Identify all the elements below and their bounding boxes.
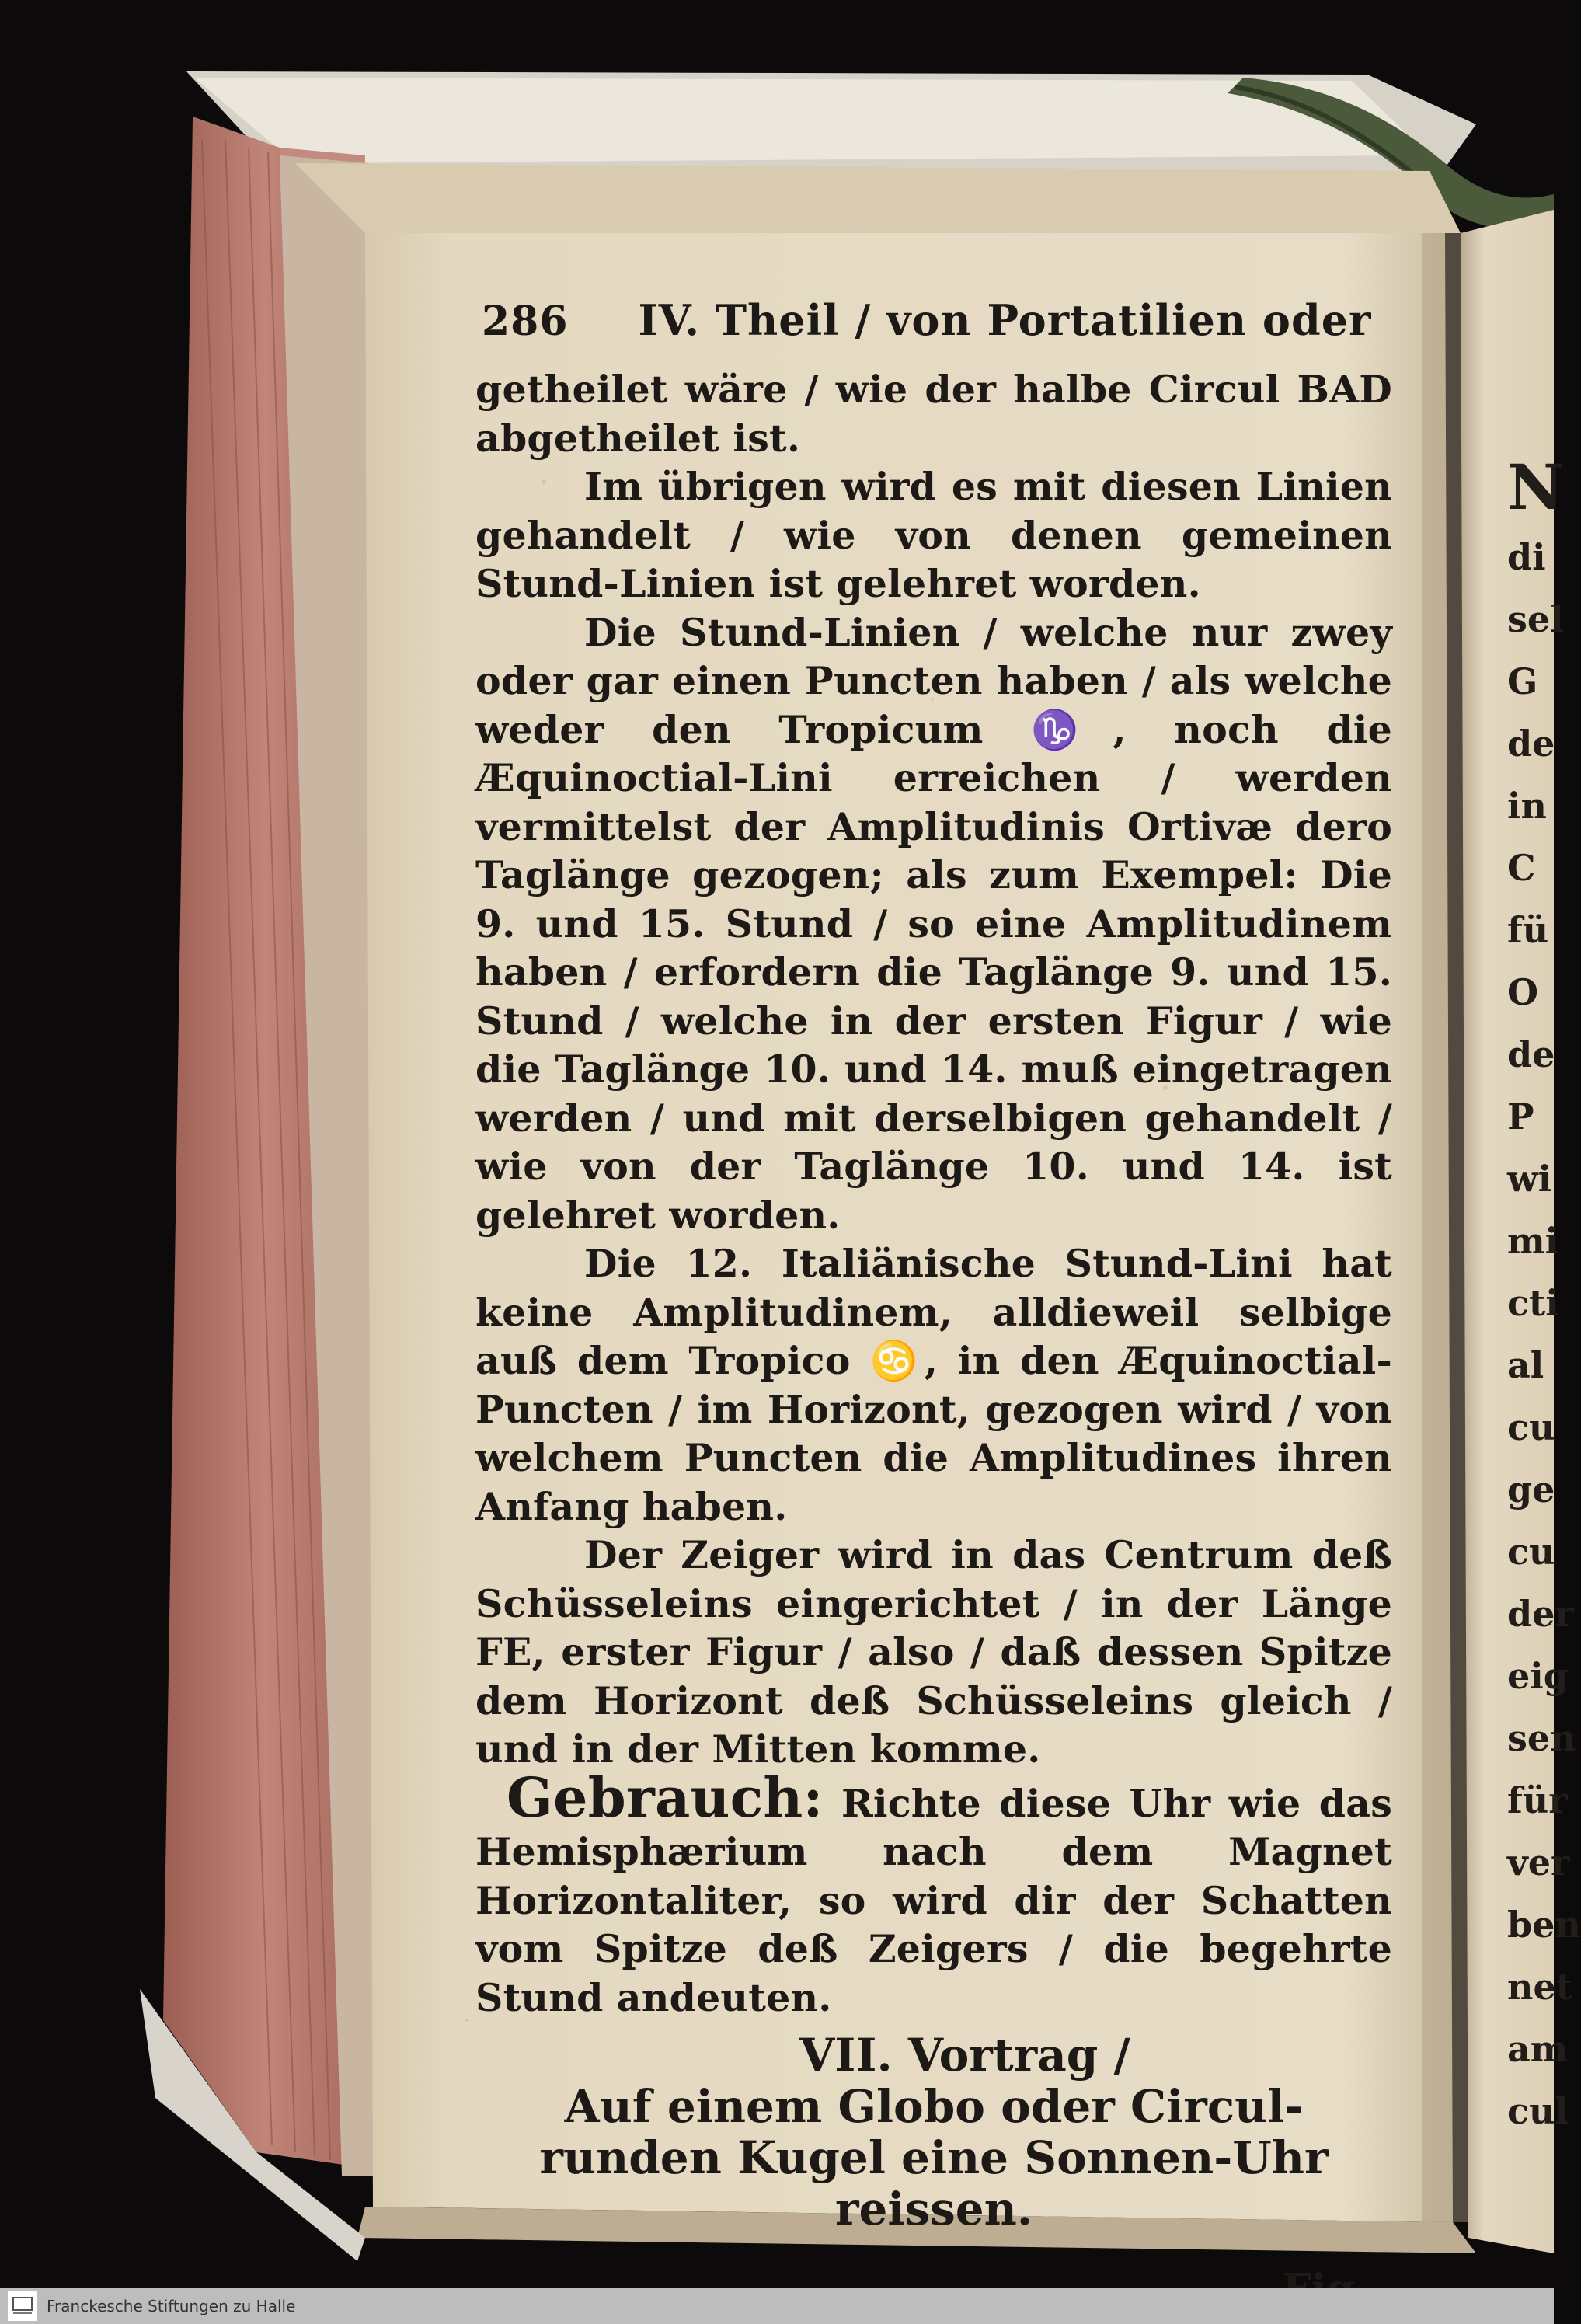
paragraph-gebrauch: [475, 1765, 1392, 2023]
running-head-title: IV. Theil / von Portatilien oder: [638, 295, 1372, 345]
right-page-fragment: der: [1507, 1593, 1574, 1635]
right-page-fragment: cu: [1507, 1406, 1555, 1448]
page-number: 286: [482, 298, 569, 345]
right-page-fragment: cu: [1507, 1531, 1555, 1573]
right-page-fragment: wi: [1507, 1158, 1552, 1200]
institution-name: Franckesche Stiftungen zu Halle: [47, 2297, 296, 2315]
right-page-fragment: net: [1507, 1966, 1572, 2008]
paragraph-linien: Im übrigen wird es mit diesen Linien gehandelt / wie von denen gemeinen Stund-Linien ist gelehret worden.: [475, 464, 1392, 606]
right-page-fragment: sen: [1507, 1717, 1576, 1759]
right-page-fragment: eig: [1507, 1655, 1569, 1697]
gebrauch-label: Gebrauch:: [507, 1765, 824, 1830]
right-page-fragment: sel: [1507, 598, 1564, 640]
right-page-fragment: N: [1507, 451, 1565, 524]
right-page-fragments: [1507, 451, 1581, 2152]
right-page-fragment: P: [1507, 1096, 1534, 1138]
right-page-fragment: de: [1507, 723, 1555, 765]
right-page-fragment: C: [1507, 847, 1536, 889]
institution-logo-icon: [8, 2291, 37, 2321]
paragraph-continuation: getheilet wäre / wie der halbe Circul BAD abgetheilet ist.: [475, 367, 1392, 461]
right-page-fragment: am: [1507, 2028, 1569, 2070]
right-page-fragment: O: [1507, 971, 1539, 1013]
right-page-fragment: in: [1507, 785, 1547, 827]
running-head: [482, 295, 1392, 365]
gebrauch-text: Richte diese Uhr wie das Hemisphærium nach dem Magnet Horizontaliter, so wird dir der Schatten vom Spitze deß Zeigers / die begehrte Stund andeuten.: [475, 1780, 1392, 2020]
right-page-fragment: ben: [1507, 1904, 1581, 1946]
left-page: [475, 295, 1392, 2313]
right-page-fragment: cti: [1507, 1282, 1559, 1324]
right-page-fragment: fü: [1507, 909, 1549, 951]
paragraph-stund-linien: Die Stund-Linien / welche nur zwey oder gar einen Puncten haben / als welche weder den Tropicum ♑, noch die Æquinoctial-Lini erreichen / werden vermittelst der Amplitudinis Ortivæ dero Taglänge gezogen; als zum Exempel: Die 9. und 15. Stund / so eine Amplitudinem haben / erfordern die Taglänge 9. und 15. Stund / welche in der ersten Figur / wie die Taglänge 10. und 14. muß eingetragen werden / und mit derselbigen gehandelt / wie von der Taglänge 10. und 14. ist gelehret worden.: [475, 609, 1392, 1238]
right-page-fragment: di: [1507, 536, 1546, 578]
paragraph-italiaenische: Die 12. Italiänische Stund-Lini hat keine Amplitudinem, alldieweil selbige auß dem Tropico ♋, in den Æquinoctial-Puncten / im Horizont, gezogen wird / von welchem Puncten die Amplitudines ihren Anfang haben.: [475, 1241, 1392, 1529]
right-page-fragment: de: [1507, 1033, 1555, 1075]
section-title: Auf einem Globo oder Circul-runden Kugel eine Sonnen-Uhr reissen.: [539, 2080, 1329, 2235]
footer-bar: [0, 2288, 1554, 2324]
right-page-fragment: für: [1507, 1779, 1568, 1821]
right-page-fragment: cul: [1507, 2090, 1569, 2132]
right-page-fragment: al: [1507, 1344, 1544, 1386]
right-page-fragment: mi: [1507, 1220, 1559, 1262]
paragraph-zeiger: Der Zeiger wird in das Centrum deß Schüsseleins eingerichtet / in der Länge FE, erster Figur / also / daß dessen Spitze dem Horizont deß Schüsseleins gleich / und in der Mitten komme.: [475, 1532, 1392, 1772]
right-page-fragment: G: [1507, 660, 1538, 702]
section-heading: VII. Vortrag /: [799, 2029, 1130, 2082]
right-page-fragment: ge: [1507, 1469, 1555, 1510]
right-page-fragment: ver: [1507, 1841, 1570, 1883]
